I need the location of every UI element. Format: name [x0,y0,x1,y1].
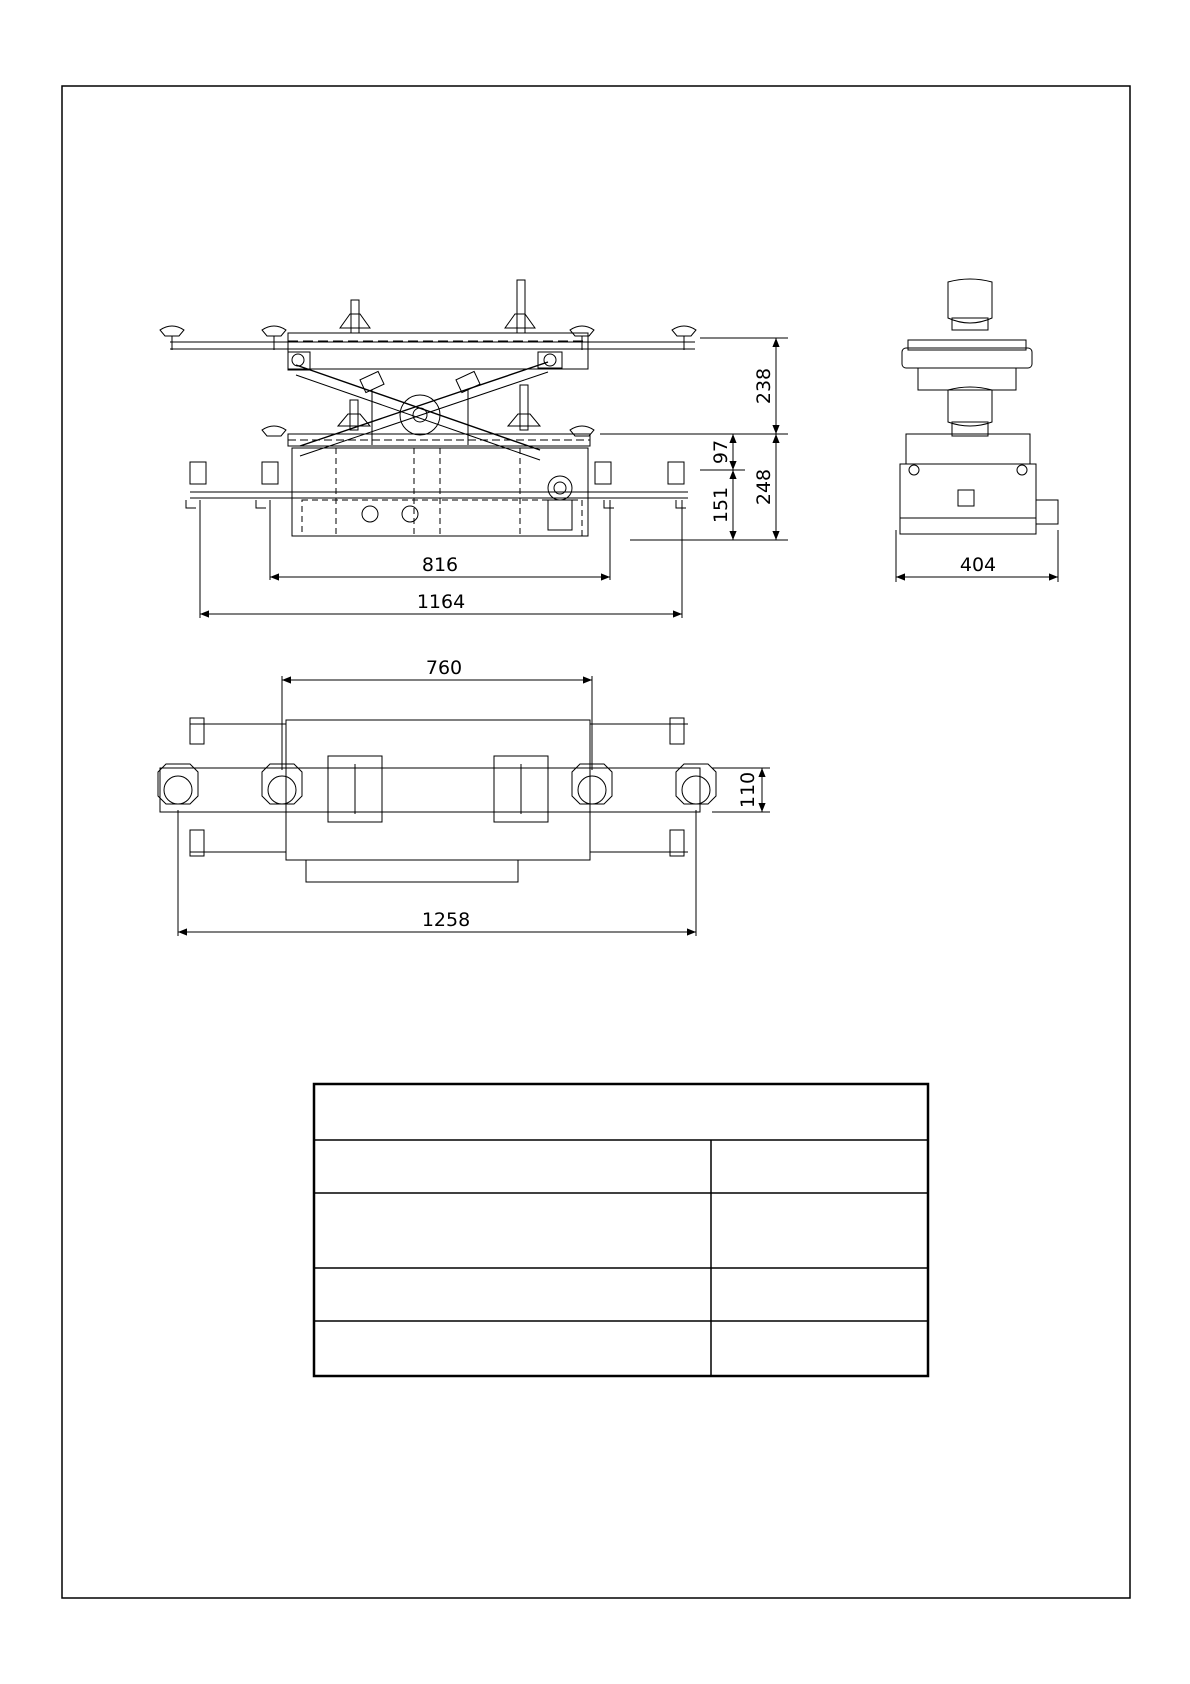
dim-404: 404 [959,554,997,576]
dim-1258: 1258 [421,909,471,931]
front-view [160,280,696,536]
side-view [900,279,1058,534]
pad-outer-left [158,764,198,804]
top-view [158,718,716,882]
title-block [314,1084,928,1376]
dim-248: 248 [753,468,775,506]
top-dimensions [178,676,770,936]
dim-816: 816 [421,554,459,576]
dim-97: 97 [710,439,732,465]
top-pad-1 [160,326,184,350]
dim-151: 151 [710,486,732,524]
pad-outer-right [676,764,716,804]
sheet-border [62,86,1130,1598]
top-pad-4 [672,326,696,350]
dim-1164: 1164 [416,591,466,613]
dim-238: 238 [753,367,775,405]
dim-110: 110 [737,771,759,809]
top-pad-2 [262,326,286,350]
top-pad-3 [570,326,594,350]
dim-760: 760 [425,657,463,679]
